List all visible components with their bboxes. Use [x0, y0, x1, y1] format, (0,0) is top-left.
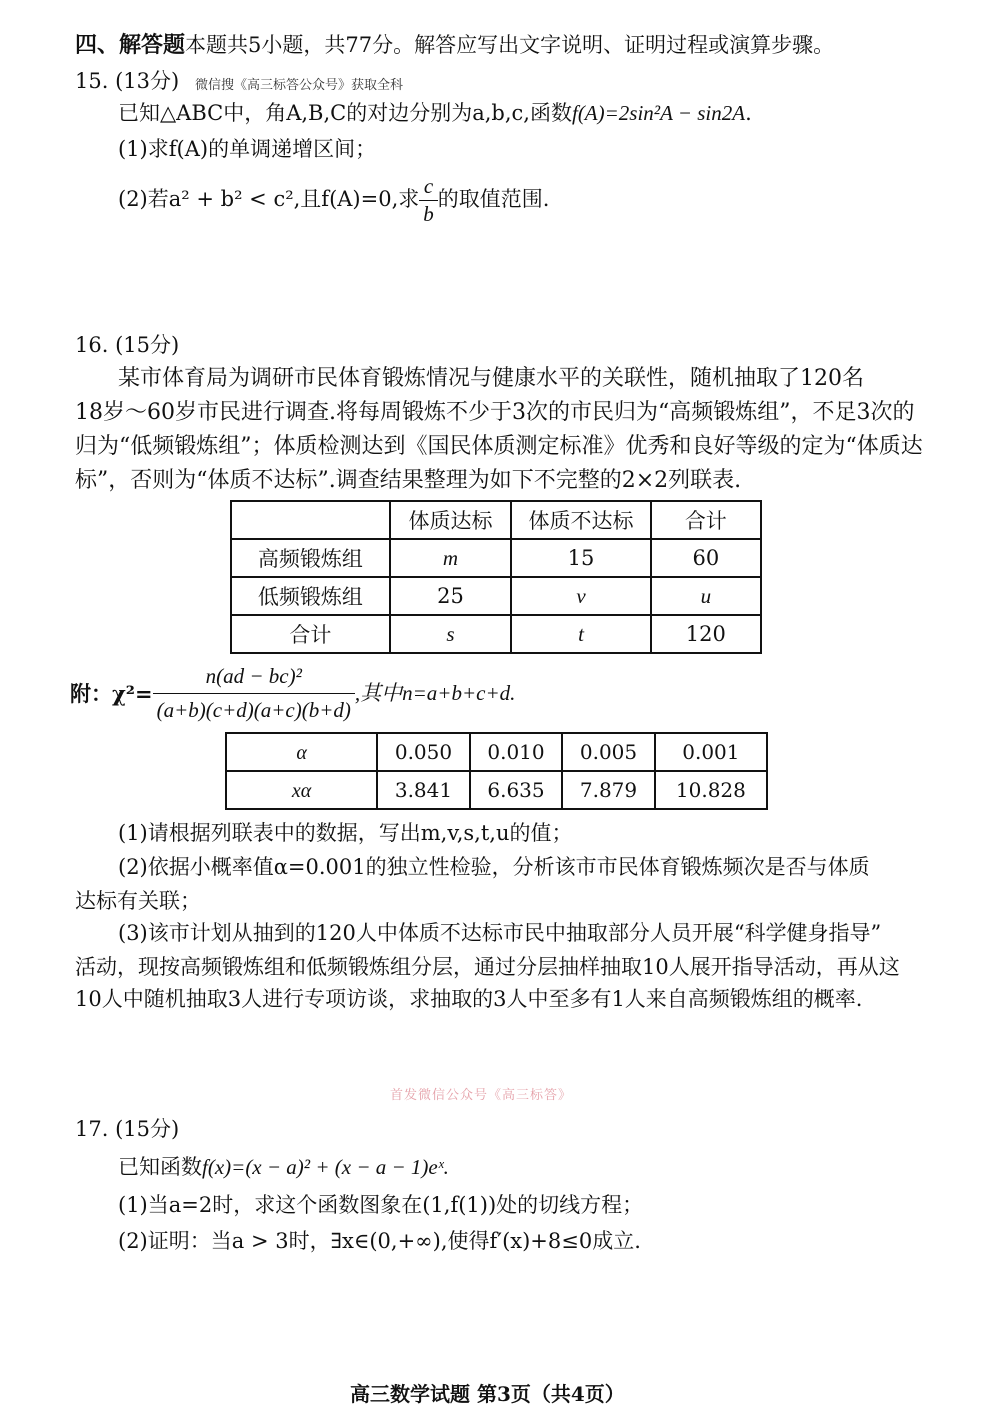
table-cell — [390, 539, 512, 577]
table-cell: 25 — [390, 577, 512, 615]
table-cell: 10.828 — [655, 771, 767, 809]
q15-part1: (1)求f(A)的单调递增区间； — [118, 137, 377, 161]
formula-denominator: (a+b)(c+d)(a+c)(b+d) — [153, 693, 355, 721]
table-row — [226, 733, 767, 771]
table-cell: 6.635 — [470, 771, 563, 809]
q15-part2-suffix: 的取值范围. — [437, 187, 550, 211]
q16-part3-line3: 10人中随机抽取3人进行专项访谈，求抽取的3人中至多有1人来自高频锻炼组的概率. — [75, 987, 863, 1011]
q17-stem-prefix: 已知函数 — [118, 1155, 202, 1179]
q16-part2-line1: (2)依据小概率值α=0.001的独立性检验，分析该市市民体育锻炼频次是否与体质 — [118, 855, 870, 879]
table-cell-value: s — [446, 621, 455, 646]
table-cell: 60 — [651, 539, 761, 577]
table-cell: 0.050 — [377, 733, 470, 771]
q16-part1: (1)请根据列联表中的数据，写出m,v,s,t,u的值； — [118, 821, 573, 845]
q15-number: 15. — [75, 69, 109, 93]
q17-score: (15分) — [115, 1117, 180, 1141]
table-cell — [511, 577, 650, 615]
table-header-cell: 体质达标 — [390, 501, 512, 539]
q15-part2-prefix: (2)若a² + b² < c²,且f(A)=0,求 — [118, 187, 420, 211]
table-cell: 合计 — [231, 615, 390, 653]
q16-number: 16. — [75, 333, 109, 357]
q17-part2: (2)证明：当a > 3时，∃x∈(0,+∞),使得f′(x)+8≤0成立. — [118, 1229, 641, 1253]
q16-para-line-2: 18岁～60岁市民进行调查.将每周锻炼不少于3次的市民归为“高频锻炼组”，不足3次的 — [75, 400, 915, 425]
table-header-cell: 合计 — [651, 501, 761, 539]
section-heading: 四、解答题 — [75, 32, 186, 58]
page-footer: 高三数学试题 第3页（共4页） — [350, 1382, 625, 1406]
table-cell: 高频锻炼组 — [231, 539, 390, 577]
table-row — [231, 577, 761, 615]
q15-fraction-num: c — [423, 174, 434, 198]
table-cell-value: α — [296, 741, 307, 764]
table-cell: 3.841 — [377, 771, 470, 809]
q16-title — [75, 330, 179, 360]
q16-part3-line2: 活动，现按高频锻炼组和低频锻炼组分层，通过分层抽样抽取10人展开指导活动，再从这 — [75, 955, 900, 979]
center-watermark: 首发微信公众号《高三标答》 — [390, 1088, 573, 1103]
q15-stem-end: . — [745, 101, 752, 125]
q17-stem-formula: f(x)=(x − a)² + (x − a − 1)eˣ. — [202, 1155, 449, 1179]
table-row — [231, 539, 761, 577]
q15-title — [75, 66, 179, 96]
q15-fraction-den: b — [419, 200, 438, 225]
q16-part2-line2: 达标有关联； — [75, 889, 201, 913]
formula-fraction — [153, 666, 355, 721]
q15-part2 — [118, 176, 549, 225]
q16-para-line-1: 某市体育局为调研市民体育锻炼情况与健康水平的关联性，随机抽取了120名 — [118, 366, 864, 391]
section-header — [75, 30, 834, 60]
q15-stem-prefix: 已知△ABC中，角A,B,C的对边分别为a,b,c,函数 — [118, 101, 572, 125]
table-cell: 15 — [511, 539, 650, 577]
q16-para-line-3: 归为“低频锻炼组”；体质检测达到《国民体质测定标准》优秀和良好等级的定为“体质达 — [75, 434, 923, 459]
table-cell-value: t — [578, 621, 584, 646]
table-cell: 0.010 — [470, 733, 563, 771]
formula-numerator: n(ad − bc)² — [205, 664, 302, 688]
q17-title — [75, 1114, 179, 1144]
formula-label: 附：χ²= — [70, 681, 153, 706]
q16-para-line-4: 标”，否则为“体质不达标”.调查结果整理为如下不完整的2×2列联表. — [75, 468, 742, 493]
formula-suffix: ,其中n=a+b+c+d. — [354, 681, 516, 705]
q15-stem — [118, 98, 752, 128]
table-cell — [226, 733, 377, 771]
q15-fraction — [419, 176, 438, 225]
table-cell-value: xα — [291, 779, 312, 802]
table-header-cell: 体质不达标 — [511, 501, 650, 539]
q15-score: (13分) — [115, 69, 180, 93]
table-cell-value: v — [576, 583, 586, 608]
critical-value-table — [225, 732, 768, 810]
q15-watermark: 微信搜《高三标答公众号》获取全科 — [195, 78, 404, 93]
table-cell — [226, 771, 377, 809]
table-cell — [390, 615, 512, 653]
section-intro: 本题共5小题，共77分。解答应写出文字说明、证明过程或演算步骤。 — [185, 33, 835, 57]
chi-square-formula — [70, 666, 515, 721]
table-row — [226, 771, 767, 809]
q16-score: (15分) — [115, 333, 180, 357]
table-cell: 0.001 — [655, 733, 767, 771]
table-cell-value: m — [442, 545, 459, 570]
q17-stem — [118, 1152, 449, 1182]
contingency-table — [230, 500, 762, 654]
table-cell — [511, 615, 650, 653]
table-cell: 低频锻炼组 — [231, 577, 390, 615]
table-cell — [651, 577, 761, 615]
q17-number: 17. — [75, 1117, 109, 1141]
q17-part1: (1)当a=2时，求这个函数图象在(1,f(1))处的切线方程； — [118, 1193, 644, 1217]
table-header-cell — [231, 501, 390, 539]
table-header-row — [231, 501, 761, 539]
table-cell: 7.879 — [562, 771, 655, 809]
table-row — [231, 615, 761, 653]
table-cell: 120 — [651, 615, 761, 653]
table-cell-value: u — [700, 583, 712, 608]
q15-stem-formula: f(A)=2sin²A − sin2A — [571, 101, 746, 125]
q16-part3-line1: (3)该市计划从抽到的120人中体质不达标市民中抽取部分人员开展“科学健身指导” — [118, 921, 882, 945]
table-cell: 0.005 — [562, 733, 655, 771]
